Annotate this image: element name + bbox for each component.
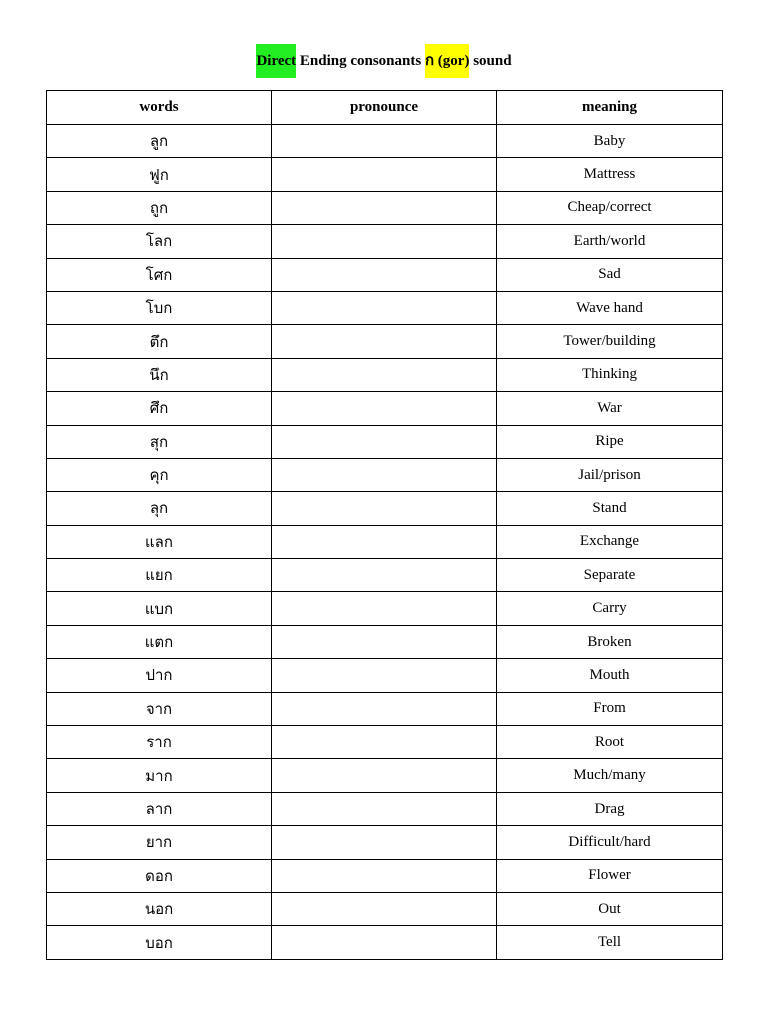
cell-pronounce — [272, 258, 497, 291]
table-row — [47, 792, 723, 825]
cell-pronounce — [272, 225, 497, 258]
table-row — [47, 125, 723, 158]
cell-meaning: Ripe — [497, 425, 723, 458]
table-row — [47, 726, 723, 759]
cell-pronounce — [272, 892, 497, 925]
cell-meaning: Thinking — [497, 358, 723, 391]
table-row — [47, 325, 723, 358]
table-row — [47, 492, 723, 525]
title-highlight-direct: Direct — [256, 44, 296, 78]
cell-pronounce — [272, 659, 497, 692]
cell-word: ตึก — [47, 325, 272, 358]
cell-pronounce — [272, 826, 497, 859]
cell-word: ลาก — [47, 792, 272, 825]
header-pronounce: pronounce — [272, 91, 497, 125]
table-row — [47, 826, 723, 859]
table-row — [47, 859, 723, 892]
cell-meaning: Root — [497, 726, 723, 759]
table-row — [47, 592, 723, 625]
cell-word: ถูก — [47, 191, 272, 224]
cell-meaning: Much/many — [497, 759, 723, 792]
header-meaning: meaning — [497, 91, 723, 125]
table-body — [47, 125, 723, 960]
cell-pronounce — [272, 291, 497, 324]
cell-word: โศก — [47, 258, 272, 291]
table-row — [47, 258, 723, 291]
cell-pronounce — [272, 158, 497, 191]
cell-meaning: Difficult/hard — [497, 826, 723, 859]
table-row — [47, 392, 723, 425]
cell-word: คุก — [47, 458, 272, 491]
cell-meaning: Tower/building — [497, 325, 723, 358]
cell-meaning: Carry — [497, 592, 723, 625]
table-row — [47, 525, 723, 558]
table-row — [47, 892, 723, 925]
cell-meaning: Flower — [497, 859, 723, 892]
title-text-middle: Ending consonants — [296, 53, 425, 69]
table-row — [47, 926, 723, 959]
table-row — [47, 191, 723, 224]
cell-word: ศึก — [47, 392, 272, 425]
cell-pronounce — [272, 625, 497, 658]
cell-pronounce — [272, 726, 497, 759]
cell-meaning: War — [497, 392, 723, 425]
cell-meaning: Sad — [497, 258, 723, 291]
cell-meaning: Stand — [497, 492, 723, 525]
cell-word: ลุก — [47, 492, 272, 525]
cell-pronounce — [272, 191, 497, 224]
cell-word: ดอก — [47, 859, 272, 892]
cell-word: สุก — [47, 425, 272, 458]
cell-word: ราก — [47, 726, 272, 759]
cell-pronounce — [272, 859, 497, 892]
cell-pronounce — [272, 125, 497, 158]
table-row — [47, 659, 723, 692]
cell-pronounce — [272, 692, 497, 725]
table-row — [47, 291, 723, 324]
cell-pronounce — [272, 425, 497, 458]
cell-word: โบก — [47, 291, 272, 324]
cell-word: แลก — [47, 525, 272, 558]
cell-pronounce — [272, 559, 497, 592]
cell-pronounce — [272, 525, 497, 558]
cell-word: ฟูก — [47, 158, 272, 191]
title-highlight-gor: ก (gor) — [425, 44, 469, 78]
cell-meaning: Exchange — [497, 525, 723, 558]
page-title — [0, 44, 768, 78]
cell-word: ลูก — [47, 125, 272, 158]
cell-word: นึก — [47, 358, 272, 391]
cell-word: มาก — [47, 759, 272, 792]
title-text-end: sound — [469, 53, 512, 69]
cell-word: แยก — [47, 559, 272, 592]
cell-word: โลก — [47, 225, 272, 258]
cell-meaning: Out — [497, 892, 723, 925]
cell-meaning: Earth/world — [497, 225, 723, 258]
cell-pronounce — [272, 392, 497, 425]
table-row — [47, 692, 723, 725]
cell-pronounce — [272, 792, 497, 825]
cell-pronounce — [272, 492, 497, 525]
cell-meaning: Jail/prison — [497, 458, 723, 491]
table-row — [47, 458, 723, 491]
cell-meaning: Tell — [497, 926, 723, 959]
cell-word: แบก — [47, 592, 272, 625]
table-row — [47, 759, 723, 792]
cell-meaning: Separate — [497, 559, 723, 592]
cell-word: จาก — [47, 692, 272, 725]
vocabulary-table — [46, 90, 723, 960]
cell-meaning: Mattress — [497, 158, 723, 191]
cell-meaning: Mouth — [497, 659, 723, 692]
table-row — [47, 559, 723, 592]
cell-meaning: Drag — [497, 792, 723, 825]
cell-word: ยาก — [47, 826, 272, 859]
cell-pronounce — [272, 926, 497, 959]
cell-pronounce — [272, 592, 497, 625]
cell-pronounce — [272, 458, 497, 491]
table-row — [47, 425, 723, 458]
cell-pronounce — [272, 358, 497, 391]
table-row — [47, 625, 723, 658]
table-row — [47, 358, 723, 391]
header-words: words — [47, 91, 272, 125]
cell-word: ปาก — [47, 659, 272, 692]
cell-meaning: From — [497, 692, 723, 725]
cell-meaning: Broken — [497, 625, 723, 658]
table-row — [47, 158, 723, 191]
cell-meaning: Wave hand — [497, 291, 723, 324]
table-header-row — [47, 91, 723, 125]
cell-word: นอก — [47, 892, 272, 925]
cell-meaning: Cheap/correct — [497, 191, 723, 224]
cell-meaning: Baby — [497, 125, 723, 158]
cell-pronounce — [272, 325, 497, 358]
cell-pronounce — [272, 759, 497, 792]
cell-word: บอก — [47, 926, 272, 959]
cell-word: แตก — [47, 625, 272, 658]
table-row — [47, 225, 723, 258]
